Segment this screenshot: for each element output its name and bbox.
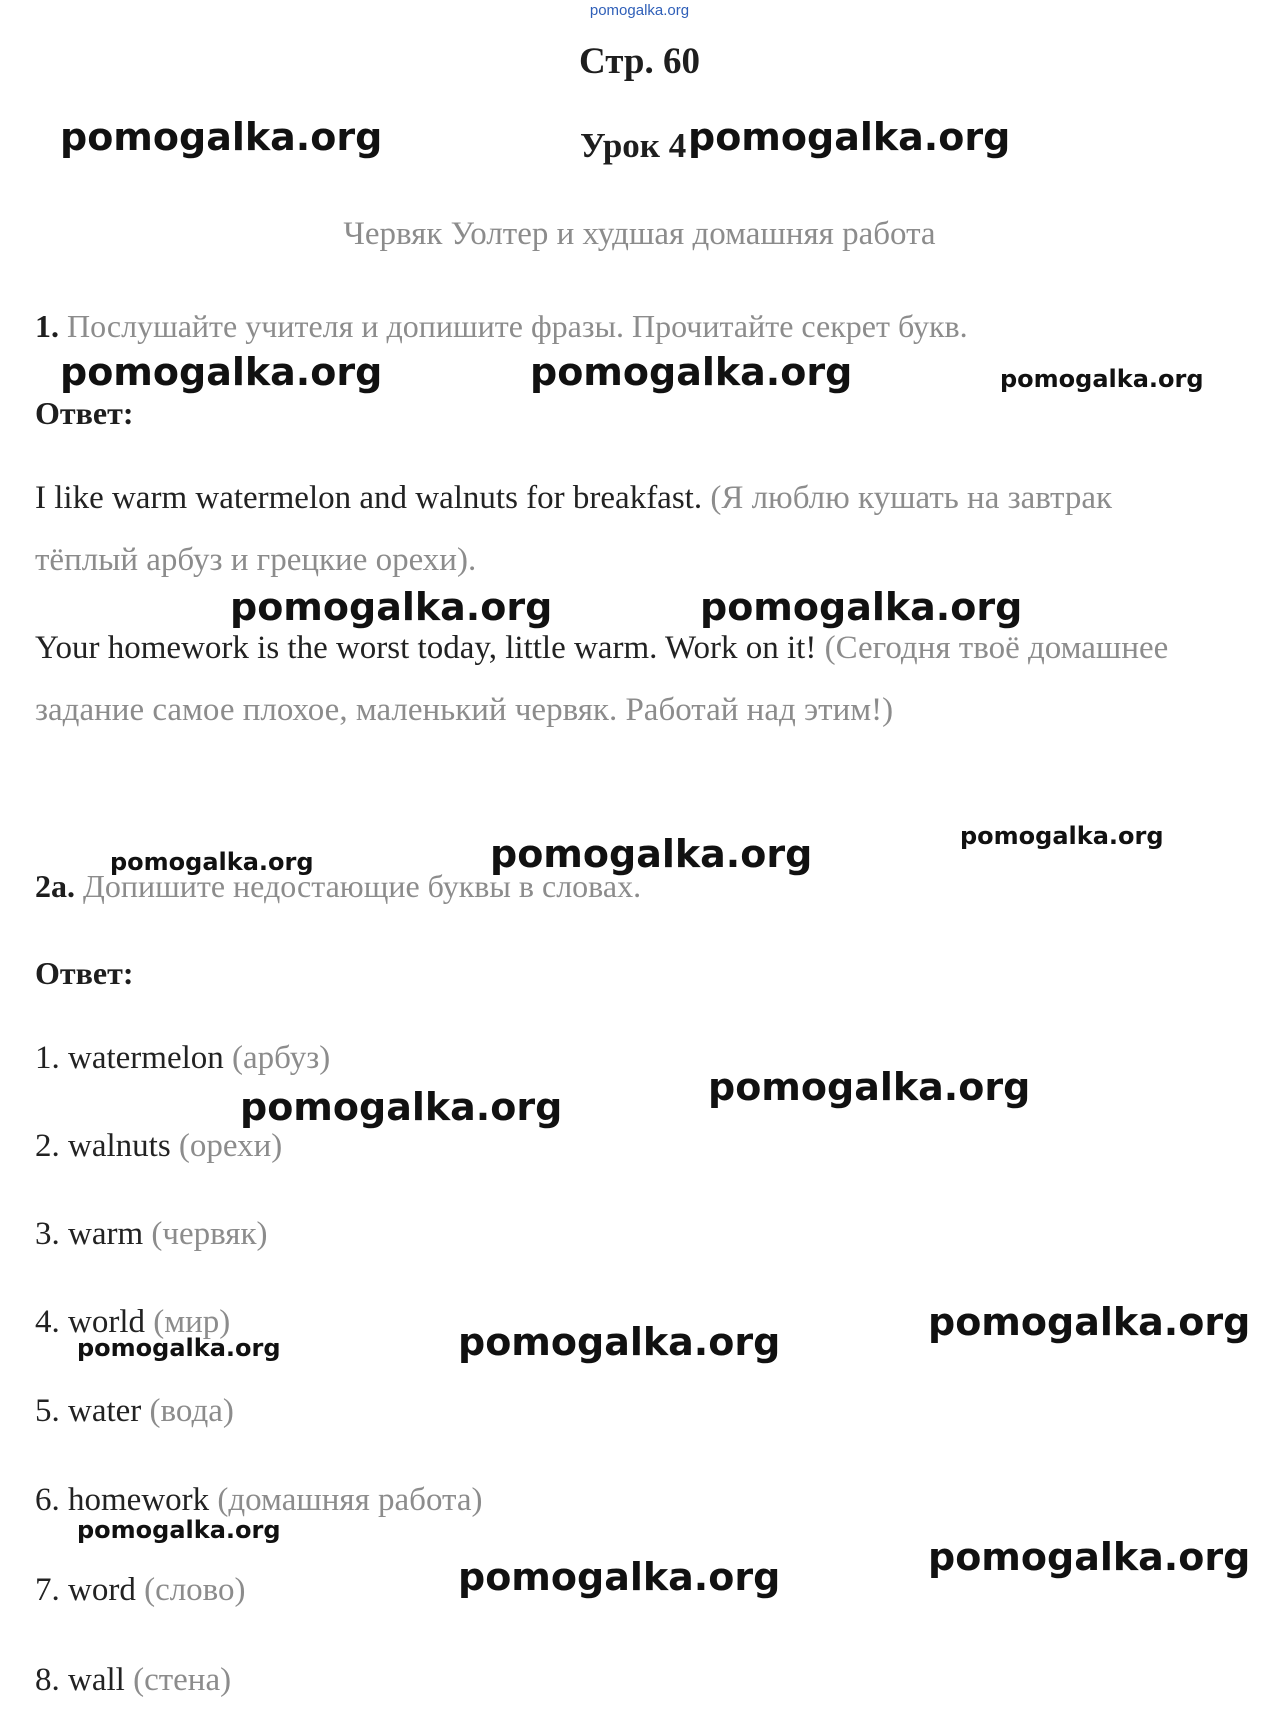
lesson-title: Урок 4 (580, 126, 687, 165)
list-item-translation: (домашняя работа) (217, 1482, 483, 1518)
list-item-word: 4. world (35, 1304, 145, 1340)
list-item (35, 1572, 246, 1609)
list-item-word: 3. warm (35, 1216, 144, 1252)
lesson-subtitle: Червяк Уолтер и худшая домашняя работа (343, 216, 936, 252)
watermark: pomogalka.org (700, 585, 1023, 629)
list-item-translation: (червяк) (151, 1216, 268, 1252)
task-1-answer-paragraph (35, 617, 1215, 741)
list-item (35, 1393, 234, 1430)
list-item (35, 1662, 231, 1699)
list-item-translation: (арбуз) (232, 1040, 331, 1076)
task-2a-number: 2а. (35, 868, 75, 904)
task-2a-answer-label: Ответ: (35, 955, 134, 991)
list-item-word: 7. word (35, 1572, 136, 1608)
list-item (35, 1128, 282, 1165)
list-item-word: 6. homework (35, 1482, 210, 1518)
list-item (35, 1216, 267, 1253)
watermark: pomogalka.org (530, 350, 853, 394)
list-item (35, 1040, 330, 1077)
watermark: pomogalka.org (928, 1535, 1251, 1579)
paragraph-2-english: Your homework is the worst today, little warm. Work on it! (35, 630, 817, 666)
watermark: pomogalka.org (960, 822, 1164, 850)
watermark: pomogalka.org (458, 1320, 781, 1364)
list-item-word: 5. water (35, 1393, 142, 1429)
task-2a-text: Допишите недостающие буквы в словах. (83, 868, 642, 904)
watermark: pomogalka.org (458, 1555, 781, 1599)
list-item (35, 1482, 483, 1519)
list-item-translation: (орехи) (178, 1128, 283, 1164)
watermark: pomogalka.org (230, 585, 553, 629)
watermark: pomogalka.org (110, 848, 314, 876)
watermark: pomogalka.org (1000, 365, 1204, 393)
paragraph-1-translation: (Я люблю кушать на завтрак тёплый арбуз и грецкие орехи). (35, 480, 1113, 578)
list-item-word: 8. wall (35, 1662, 125, 1698)
list-item-translation: (стена) (133, 1662, 232, 1698)
paragraph-1-english: I like warm watermelon and walnuts for breakfast. (35, 480, 703, 516)
watermark: pomogalka.org (688, 115, 1011, 159)
paragraph-2-translation: (Сегодня твоё домашнее задание самое плохое, маленький червяк. Работай над этим!) (35, 630, 1169, 728)
task-1-answer-paragraph (35, 467, 1215, 591)
list-item-translation: (вода) (149, 1393, 234, 1429)
watermark: pomogalka.org (60, 350, 383, 394)
task-1-text: Послушайте учителя и допишите фразы. Прочитайте секрет букв. (67, 308, 968, 344)
task-1-answer-label: Ответ: (35, 395, 134, 431)
watermark: pomogalka.org (240, 1085, 563, 1129)
task-1-number: 1. (35, 308, 59, 344)
watermark: pomogalka.org (490, 832, 813, 876)
watermark: pomogalka.org (928, 1300, 1251, 1344)
watermark: pomogalka.org (708, 1065, 1031, 1109)
watermark: pomogalka.org (77, 1334, 281, 1362)
watermark: pomogalka.org (60, 115, 383, 159)
task-1-instruction (35, 308, 968, 345)
site-link[interactable]: pomogalka.org (589, 2, 690, 19)
list-item-translation: (мир) (153, 1304, 231, 1340)
page-number: Стр. 60 (579, 41, 700, 82)
list-item-word: 2. walnuts (35, 1128, 171, 1164)
list-item-translation: (слово) (144, 1572, 246, 1608)
watermark: pomogalka.org (77, 1516, 281, 1544)
list-item-word: 1. watermelon (35, 1040, 224, 1076)
